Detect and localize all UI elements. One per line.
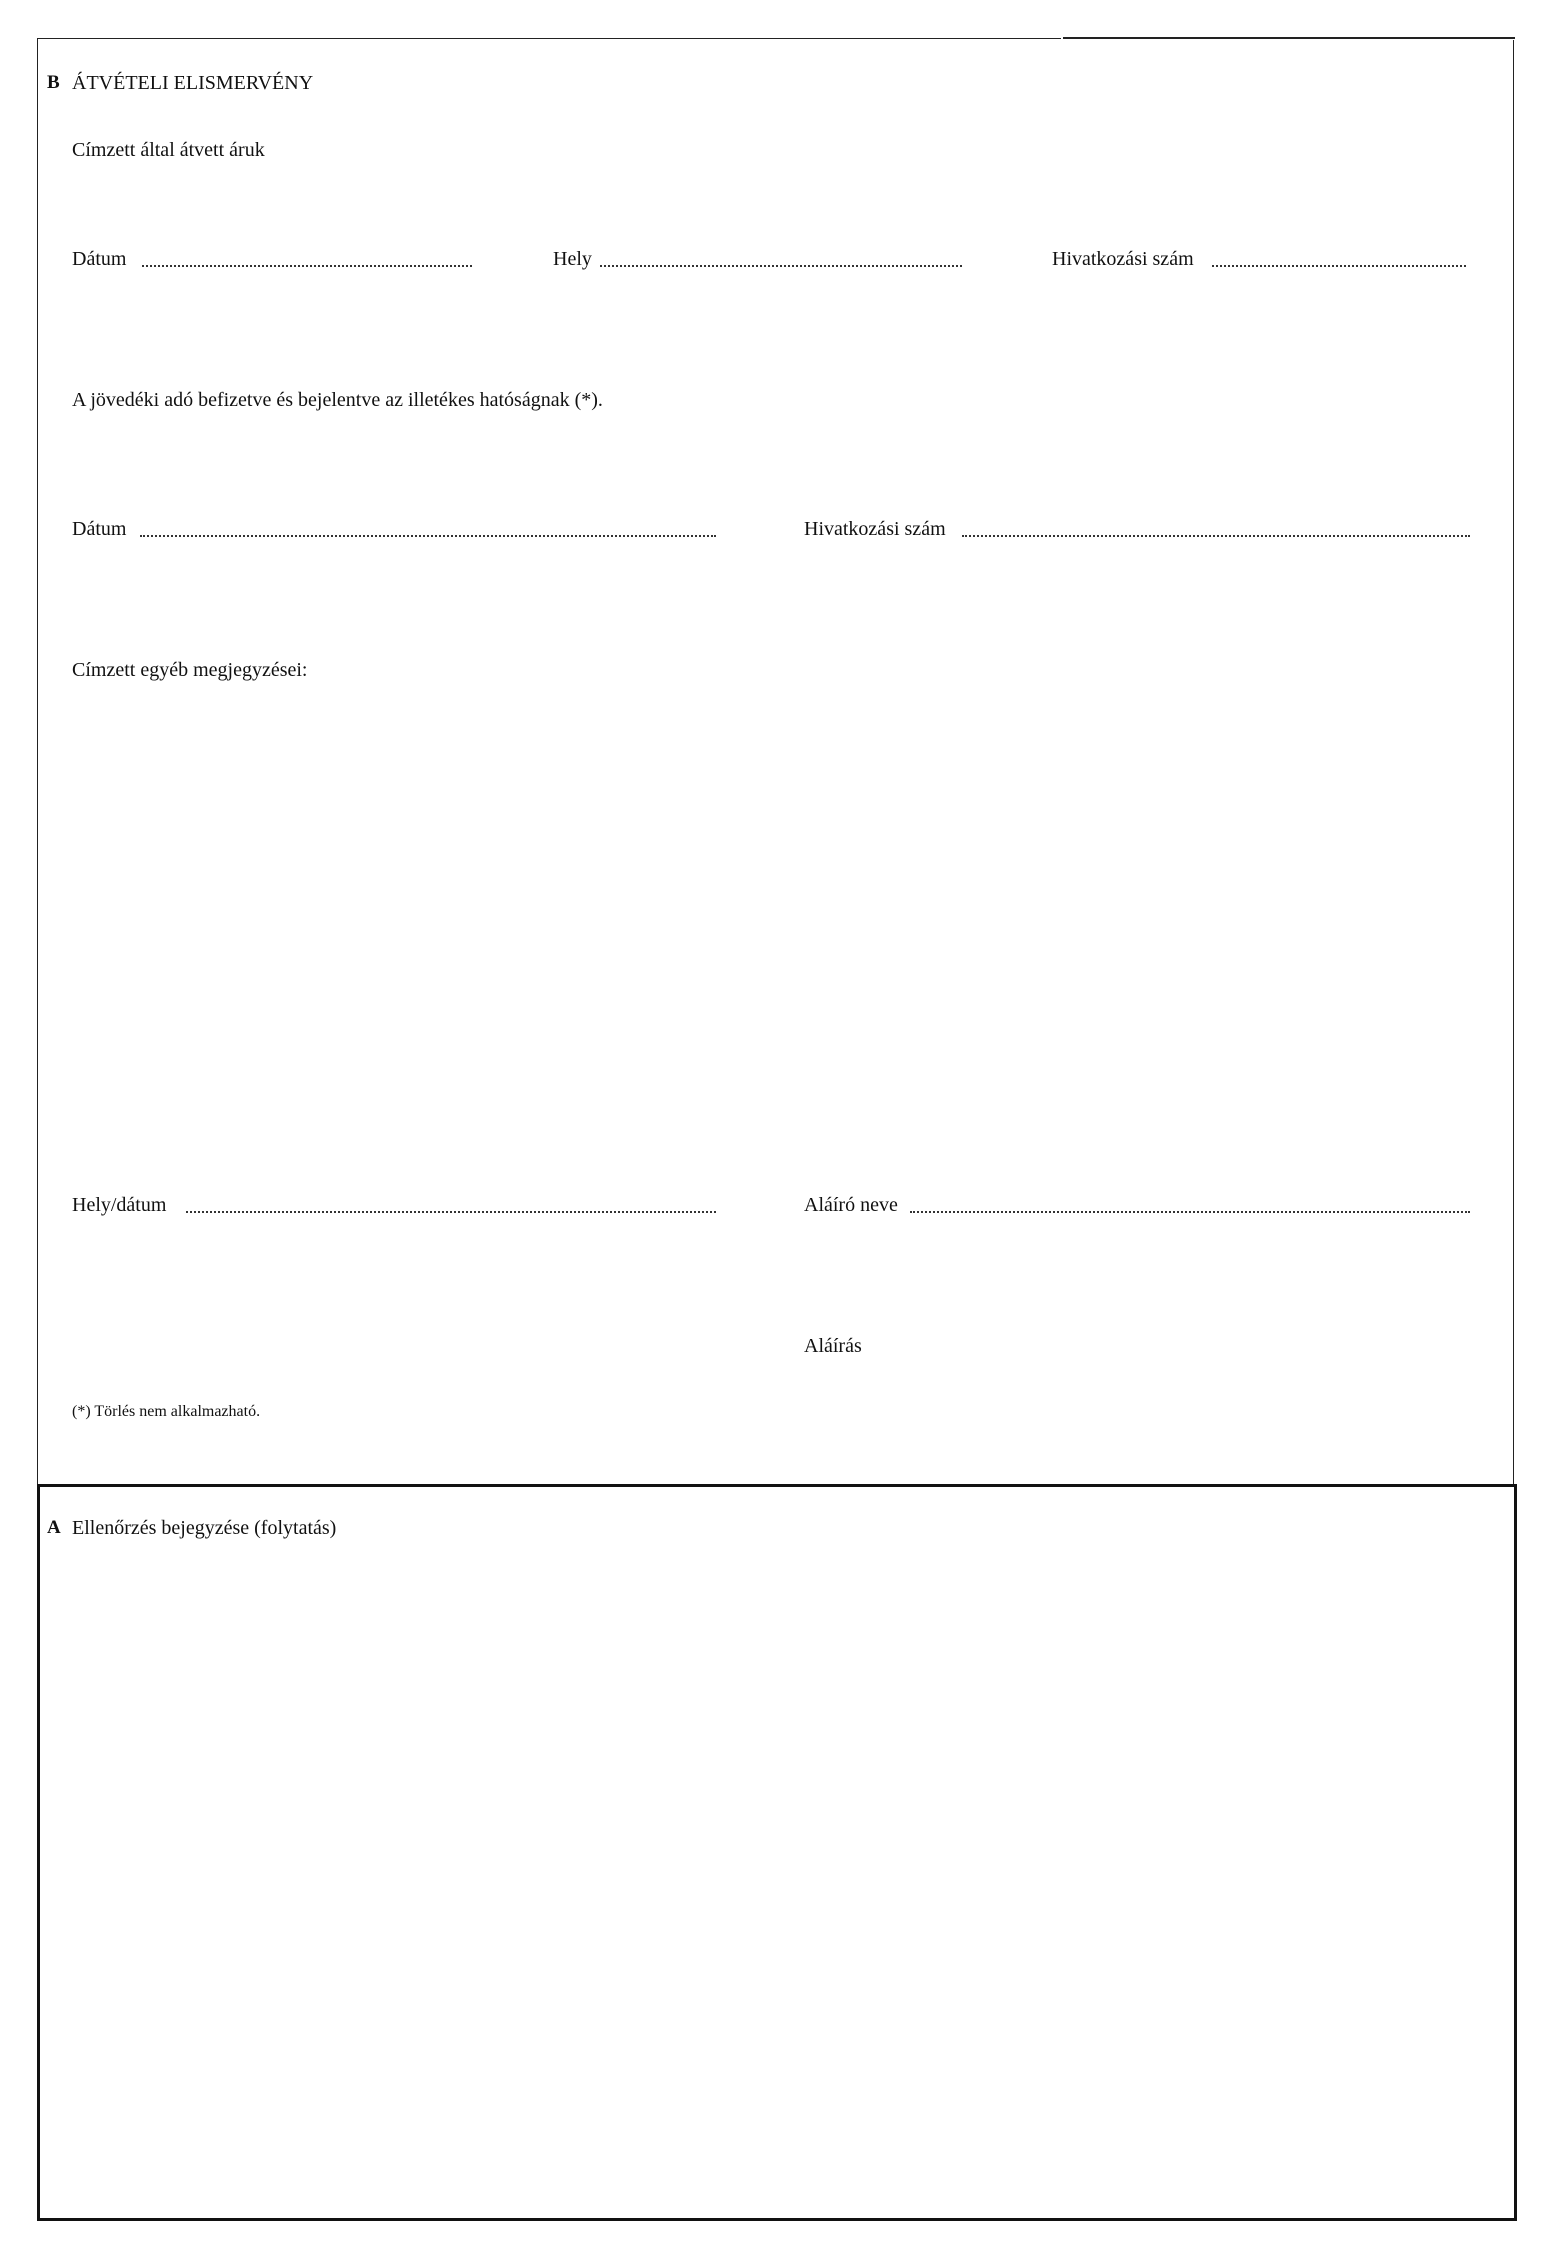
remarks-label: Címzett egyéb megjegyzései: [72,659,308,681]
place-label: Hely [553,248,592,270]
reference-label-1: Hivatkozási szám [1052,248,1194,270]
signer-name-field[interactable] [910,1211,1470,1213]
signer-name-label: Aláíró neve [804,1194,898,1216]
footnote: (*) Törlés nem alkalmazható. [72,1403,261,1420]
goods-received-label: Címzett által átvett áruk [72,139,265,161]
top-border-segment [1063,37,1515,39]
section-b-letter: B [47,72,60,93]
section-b-title: ÁTVÉTELI ELISMERVÉNY [72,72,314,94]
place-date-label: Hely/dátum [72,1194,167,1216]
section-a-box [37,1484,1517,2221]
place-field[interactable] [600,265,962,267]
section-a-title: Ellenőrzés bejegyzése (folytatás) [72,1517,337,1539]
reference-field-2[interactable] [962,535,1470,537]
excise-statement: A jövedéki adó befizetve és bejelentve az illetékes hatóságnak (*). [72,389,603,411]
date-field-2[interactable] [140,535,716,537]
reference-label-2: Hivatkozási szám [804,518,946,540]
date-label-1: Dátum [72,248,127,270]
place-date-field[interactable] [186,1211,716,1213]
signature-label: Aláírás [804,1335,862,1357]
date-field-1[interactable] [142,265,472,267]
date-label-2: Dátum [72,518,127,540]
section-b-box [37,38,1514,1484]
section-a-letter: A [47,1517,61,1538]
reference-field-1[interactable] [1212,265,1466,267]
